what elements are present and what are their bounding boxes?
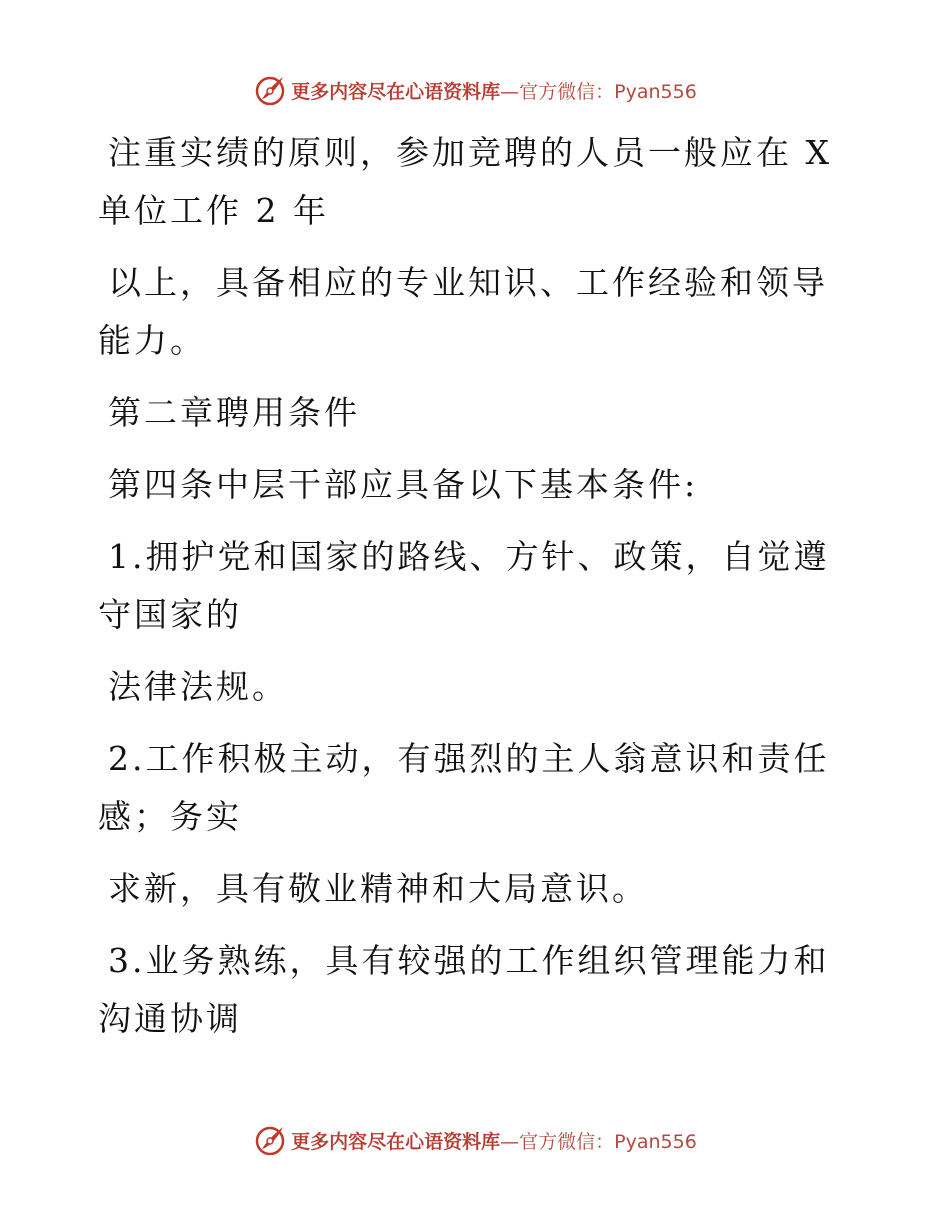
header-watermark <box>0 68 950 112</box>
paragraph-text: 第四条中层干部应具备以下基本条件: <box>108 465 699 504</box>
paragraph <box>98 124 858 240</box>
paragraph-text: 以上，具备相应的专业知识、工作经验和领导能力。 <box>98 263 828 360</box>
paragraph-text: 法律法规。 <box>108 667 288 706</box>
watermark-brand: 更多内容尽在心语资料库 <box>291 1130 501 1153</box>
list-item <box>98 528 858 644</box>
paragraph-text: 2.工作积极主动，有强烈的主人翁意识和责任感；务实 <box>98 739 830 836</box>
watermark-contact: 官方微信：Pyan556 <box>519 80 697 103</box>
article-heading <box>98 456 858 514</box>
watermark-brand: 更多内容尽在心语资料库 <box>291 80 501 103</box>
watermark-text <box>291 77 697 104</box>
paragraph <box>98 860 858 918</box>
paragraph-text: 注重实绩的原则，参加竞聘的人员一般应在 X 单位工作 2 年 <box>98 133 832 230</box>
list-item <box>98 730 858 846</box>
quill-logo-icon <box>253 73 287 107</box>
paragraph <box>98 254 858 370</box>
list-item <box>98 932 858 1048</box>
paragraph <box>98 658 858 716</box>
paragraph-text: 1.拥护党和国家的路线、方针、政策，自觉遵守国家的 <box>98 537 830 634</box>
paragraph-text: 第二章聘用条件 <box>108 393 360 432</box>
chapter-heading <box>98 384 858 442</box>
footer-watermark <box>0 1118 950 1162</box>
watermark-separator: — <box>500 80 520 103</box>
quill-logo-icon <box>253 1123 287 1157</box>
paragraph-text: 3.业务熟练，具有较强的工作组织管理能力和沟通协调 <box>98 941 830 1038</box>
document-body <box>98 124 858 1062</box>
paragraph-text: 求新，具有敬业精神和大局意识。 <box>108 869 648 908</box>
watermark-contact: 官方微信：Pyan556 <box>519 1130 697 1153</box>
watermark-text <box>291 1127 697 1154</box>
watermark-separator: — <box>500 1130 520 1153</box>
